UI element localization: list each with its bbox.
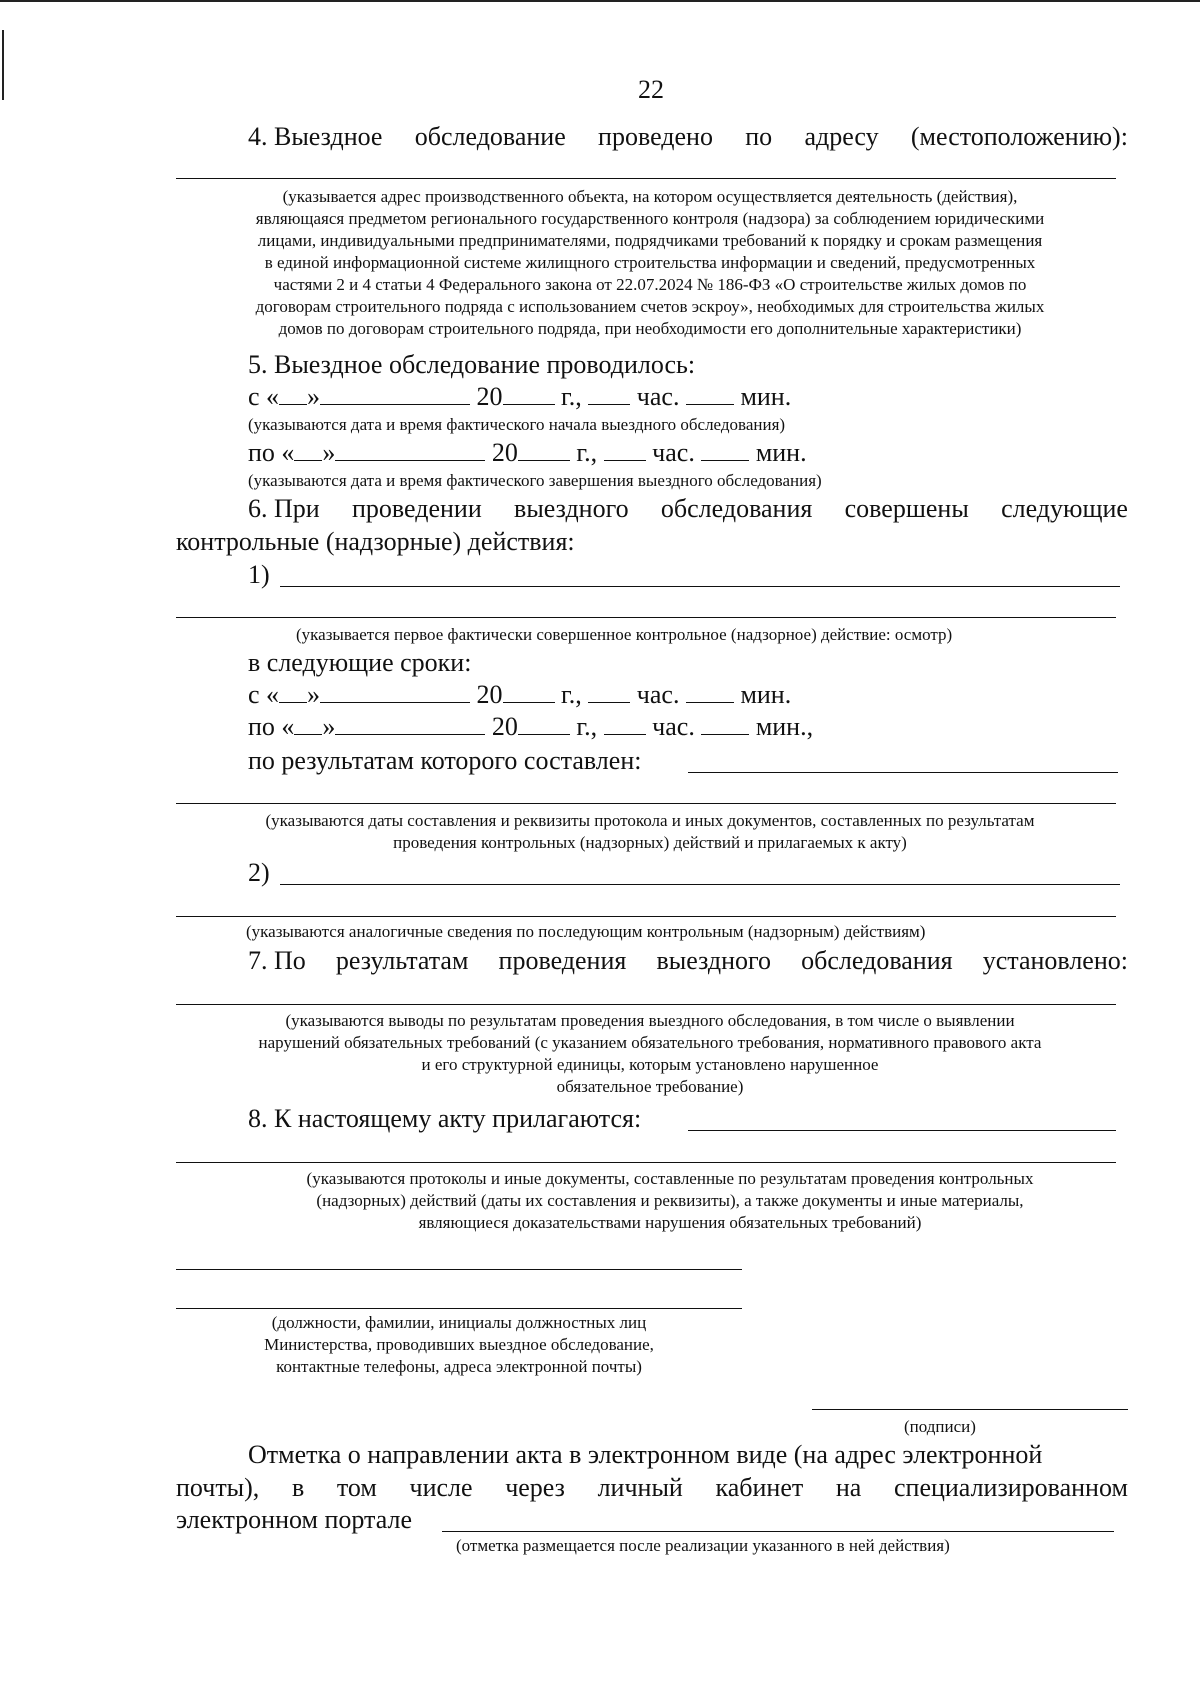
- day-blank[interactable]: [294, 438, 322, 461]
- minute-blank[interactable]: [686, 382, 734, 405]
- attachments-fill-line-2[interactable]: [176, 1162, 1116, 1163]
- result-label: по результатам которого составлен:: [248, 746, 642, 775]
- terms-label: в следующие сроки:: [248, 648, 472, 677]
- section5-to-hint: (указываются дата и время фактического завершения выездного обследования): [248, 471, 822, 490]
- month-blank[interactable]: [335, 438, 485, 461]
- section4-word: обследование: [414, 122, 566, 151]
- section8-label: 8. К настоящему акту прилагаются:: [248, 1104, 642, 1133]
- scan-edge-top: [0, 0, 1200, 2]
- section4-word: (местоположению):: [910, 122, 1128, 151]
- item2-fill-line-2[interactable]: [176, 916, 1116, 917]
- section4-word: адресу: [804, 122, 879, 151]
- section5-to-row: по « » 20 г., час. мин.: [248, 438, 807, 467]
- footer-hint: (отметка размещается после реализации указанного в ней действия): [456, 1536, 950, 1555]
- minute-blank[interactable]: [686, 680, 734, 703]
- section6-heading-line2: контрольные (надзорные) действия:: [176, 527, 575, 556]
- minute-blank[interactable]: [701, 712, 749, 735]
- footer-line3: электронном портале: [176, 1505, 412, 1534]
- item2-label: 2): [248, 858, 270, 887]
- year-blank[interactable]: [518, 438, 570, 461]
- section7-hint: (указываются выводы по результатам проведения выездного обследования, в том числе о выявлении нарушений обязательных требований (с указанием обязательного требования, нормативного правового акта и его структурной единицы, которым установлено нарушенное обязательное требование): [258, 1011, 1042, 1096]
- item1-label: 1): [248, 560, 270, 589]
- day-blank[interactable]: [279, 382, 307, 405]
- findings-fill-line[interactable]: [176, 1004, 1116, 1005]
- section4-hint: (указывается адрес производственного объекта, на котором осуществляется деятельность (действия), являющаяся предметом регионального государственного контроля (надзора) за соблюдением юридическими лицами, индивидуальными предпринимателями, подрядчиками требований к порядку и срокам размещения в единой информационной системе жилищного строительства информации и сведений, предусмотренных частями 2 и 4 статьи 4 Федерального закона от 22.07.2024 № 186-ФЗ «О строительстве жилых домов по договорам строительного подряда с использованием счетов эскроу», необходимых для строительства жилых домов по договорам строительного подряда, при необходимости его дополнительные характеристики): [255, 187, 1045, 338]
- section8-hint: (указываются протоколы и иные документы, составленные по результатам проведения контрольных (надзорных) действий (даты их составления и реквизиты), а также документы и иные материалы, являющиеся доказательствами нарушения обязательных требований): [306, 1169, 1034, 1232]
- official-fill-line-1[interactable]: [176, 1269, 742, 1270]
- hour-blank[interactable]: [588, 680, 630, 703]
- section5-from-row: с « » 20 г., час. мин.: [248, 382, 792, 411]
- section5-title: 5. Выездное обследование проводилось:: [248, 350, 696, 379]
- month-blank[interactable]: [320, 382, 470, 405]
- portal-fill-line[interactable]: [442, 1531, 1114, 1532]
- section4-word: по: [745, 122, 773, 151]
- section4-word: 4. Выездное: [248, 122, 383, 151]
- page-number: 22: [638, 75, 664, 104]
- year-blank[interactable]: [518, 712, 570, 735]
- officials-hint: (должности, фамилии, инициалы должностных лиц Министерства, проводивших выездное обследование, контактные телефоны, адреса электронной почты): [264, 1313, 654, 1376]
- hour-blank[interactable]: [588, 382, 630, 405]
- result-fill-line-2[interactable]: [176, 803, 1116, 804]
- signature-hint: (подписи): [904, 1417, 976, 1436]
- section6-to-row: по « » 20 г., час. мин.,: [248, 712, 814, 741]
- official-fill-line-2[interactable]: [176, 1308, 742, 1309]
- day-blank[interactable]: [294, 712, 322, 735]
- item1-hint: (указывается первое фактически совершенное контрольное (надзорное) действие: осмотр): [296, 625, 953, 644]
- item2-hint: (указываются аналогичные сведения по последующим контрольным (надзорным) действиям): [246, 922, 926, 941]
- result-hint: (указываются даты составления и реквизиты протокола и иных документов, составленных по результатам проведения контрольных (надзорных) действий и прилагаемых к акту): [265, 811, 1035, 852]
- year-blank[interactable]: [503, 680, 555, 703]
- result-fill-line[interactable]: [688, 772, 1118, 773]
- month-blank[interactable]: [335, 712, 485, 735]
- section6-heading: 6. При проведении выездного обследования совершены следующие: [248, 494, 1128, 523]
- minute-blank[interactable]: [701, 438, 749, 461]
- hour-blank[interactable]: [604, 712, 646, 735]
- item2-fill-line[interactable]: [280, 884, 1120, 885]
- attachments-fill-line[interactable]: [688, 1130, 1116, 1131]
- section4-word: проведено: [598, 122, 713, 151]
- address-fill-line: [176, 178, 1116, 179]
- section7-heading: 7. По результатам проведения выездного обследования установлено:: [248, 946, 1128, 975]
- section4-heading: [248, 122, 1128, 152]
- day-blank[interactable]: [279, 680, 307, 703]
- hour-blank[interactable]: [604, 438, 646, 461]
- section5-from-hint: (указываются дата и время фактического начала выездного обследования): [248, 415, 786, 434]
- item1-fill-line-2[interactable]: [176, 617, 1116, 618]
- footer-line1: Отметка о направлении акта в электронном виде (на адрес электронной: [248, 1440, 1043, 1469]
- signature-line[interactable]: [812, 1409, 1128, 1410]
- year-blank[interactable]: [503, 382, 555, 405]
- section6-from-row: с « » 20 г., час. мин.: [248, 680, 792, 709]
- item1-fill-line[interactable]: [280, 586, 1120, 587]
- scan-edge-left: [2, 30, 4, 100]
- month-blank[interactable]: [320, 680, 470, 703]
- footer-line2: почты), в том числе через личный кабинет на специализированном: [176, 1473, 1128, 1502]
